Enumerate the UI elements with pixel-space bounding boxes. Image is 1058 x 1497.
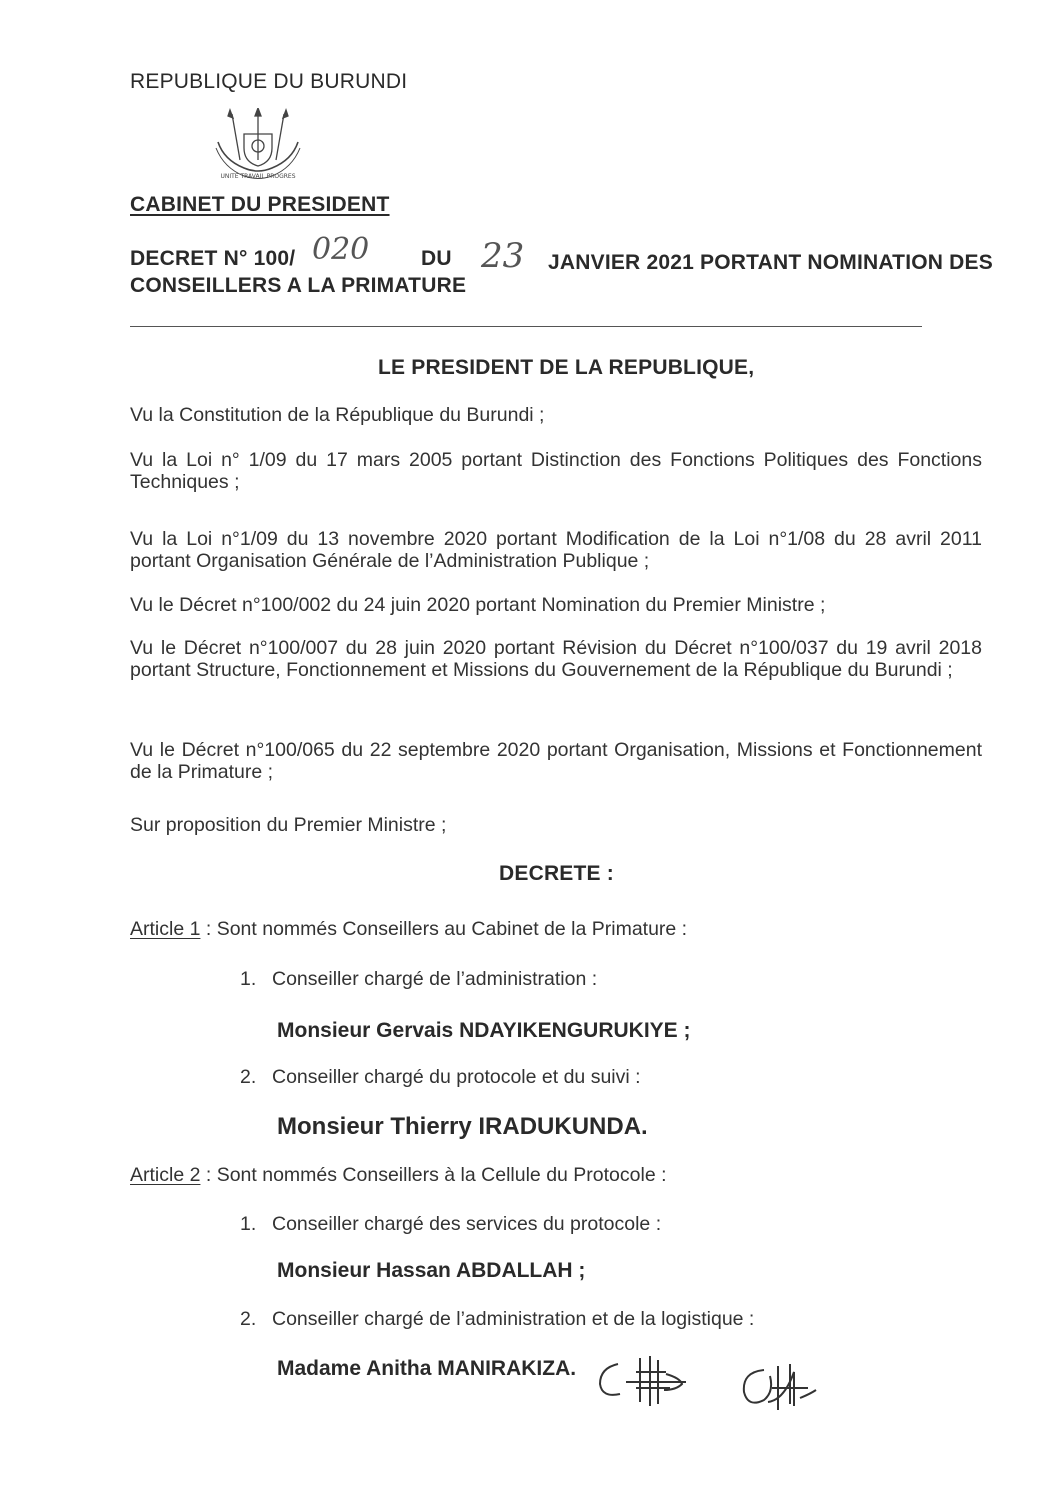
republic-heading: REPUBLIQUE DU BURUNDI (130, 70, 408, 93)
initials-signature-1 (596, 1352, 692, 1412)
article-1-line (130, 918, 687, 940)
day-handwritten: 23 (481, 236, 525, 276)
decret-number-handwritten: 020 (312, 232, 370, 267)
article-1-label: Article 1 (130, 918, 201, 940)
coat-of-arms-emblem (210, 108, 306, 182)
article-2-label: Article 2 (130, 1164, 201, 1186)
article-2-item-2-name: Madame Anitha MANIRAKIZA. (277, 1357, 577, 1380)
article-1-item-2-name: Monsieur Thierry IRADUKUNDA. (277, 1113, 648, 1140)
article-2-text: : Sont nommés Conseillers à la Cellule du Protocole : (200, 1164, 667, 1186)
consideration-1: Vu la Constitution de la République du Burundi ; (130, 404, 545, 426)
consideration-4: Vu le Décret n°100/002 du 24 juin 2020 portant Nomination du Premier Ministre ; (130, 594, 826, 616)
cabinet-heading: CABINET DU PRESIDENT (130, 193, 390, 216)
article-2-line (130, 1164, 667, 1186)
article-1-text: : Sont nommés Conseillers au Cabinet de la Primature : (200, 918, 688, 940)
article-2-item-2-role: Conseiller chargé de l’administration et de la logistique : (272, 1308, 755, 1330)
consideration-6: Vu le Décret n°100/065 du 22 septembre 2020 portant Organisation, Missions et Fonctionnement de la Primature ; (130, 739, 982, 783)
consideration-7: Sur proposition du Premier Ministre ; (130, 814, 447, 836)
title-divider (130, 326, 922, 327)
article-1-item-2-num: 2. (240, 1066, 257, 1088)
consideration-5: Vu le Décret n°100/007 du 28 juin 2020 portant Révision du Décret n°100/037 du 19 avril 2018 portant Structure, Fonctionnement et Missions du Gouvernement de la République du Burundi ; (130, 637, 982, 681)
article-2-item-1-num: 1. (240, 1213, 257, 1235)
emblem-motto: UNITE TRAVAIL PROGRES (220, 173, 296, 180)
decret-prefix: DECRET N° 100/ (130, 247, 296, 270)
title-line2: CONSEILLERS A LA PRIMATURE (130, 274, 467, 297)
president-heading: LE PRESIDENT DE LA REPUBLIQUE, (378, 356, 755, 379)
article-2-item-1-role: Conseiller chargé des services du protocole : (272, 1213, 662, 1235)
consideration-2: Vu la Loi n° 1/09 du 17 mars 2005 portant Distinction des Fonctions Politiques des Fonctions Techniques ; (130, 449, 982, 493)
article-2-item-1-name: Monsieur Hassan ABDALLAH ; (277, 1259, 586, 1282)
article-1-item-2-role: Conseiller chargé du protocole et du suivi : (272, 1066, 641, 1088)
title-line1-rest: JANVIER 2021 PORTANT NOMINATION DES (548, 251, 993, 274)
decret-du: DU (421, 247, 452, 270)
decrete-heading: DECRETE : (499, 862, 614, 885)
article-1-item-1-name: Monsieur Gervais NDAYIKENGURUKIYE ; (277, 1019, 691, 1042)
consideration-3: Vu la Loi n°1/09 du 13 novembre 2020 portant Modification de la Loi n°1/08 du 28 avril 2011 portant Organisation Générale de l’Administration Publique ; (130, 528, 982, 572)
article-1-item-1-num: 1. (240, 968, 257, 990)
initials-signature-2 (738, 1358, 820, 1414)
article-1-item-1-role: Conseiller chargé de l’administration : (272, 968, 598, 990)
article-2-item-2-num: 2. (240, 1308, 257, 1330)
